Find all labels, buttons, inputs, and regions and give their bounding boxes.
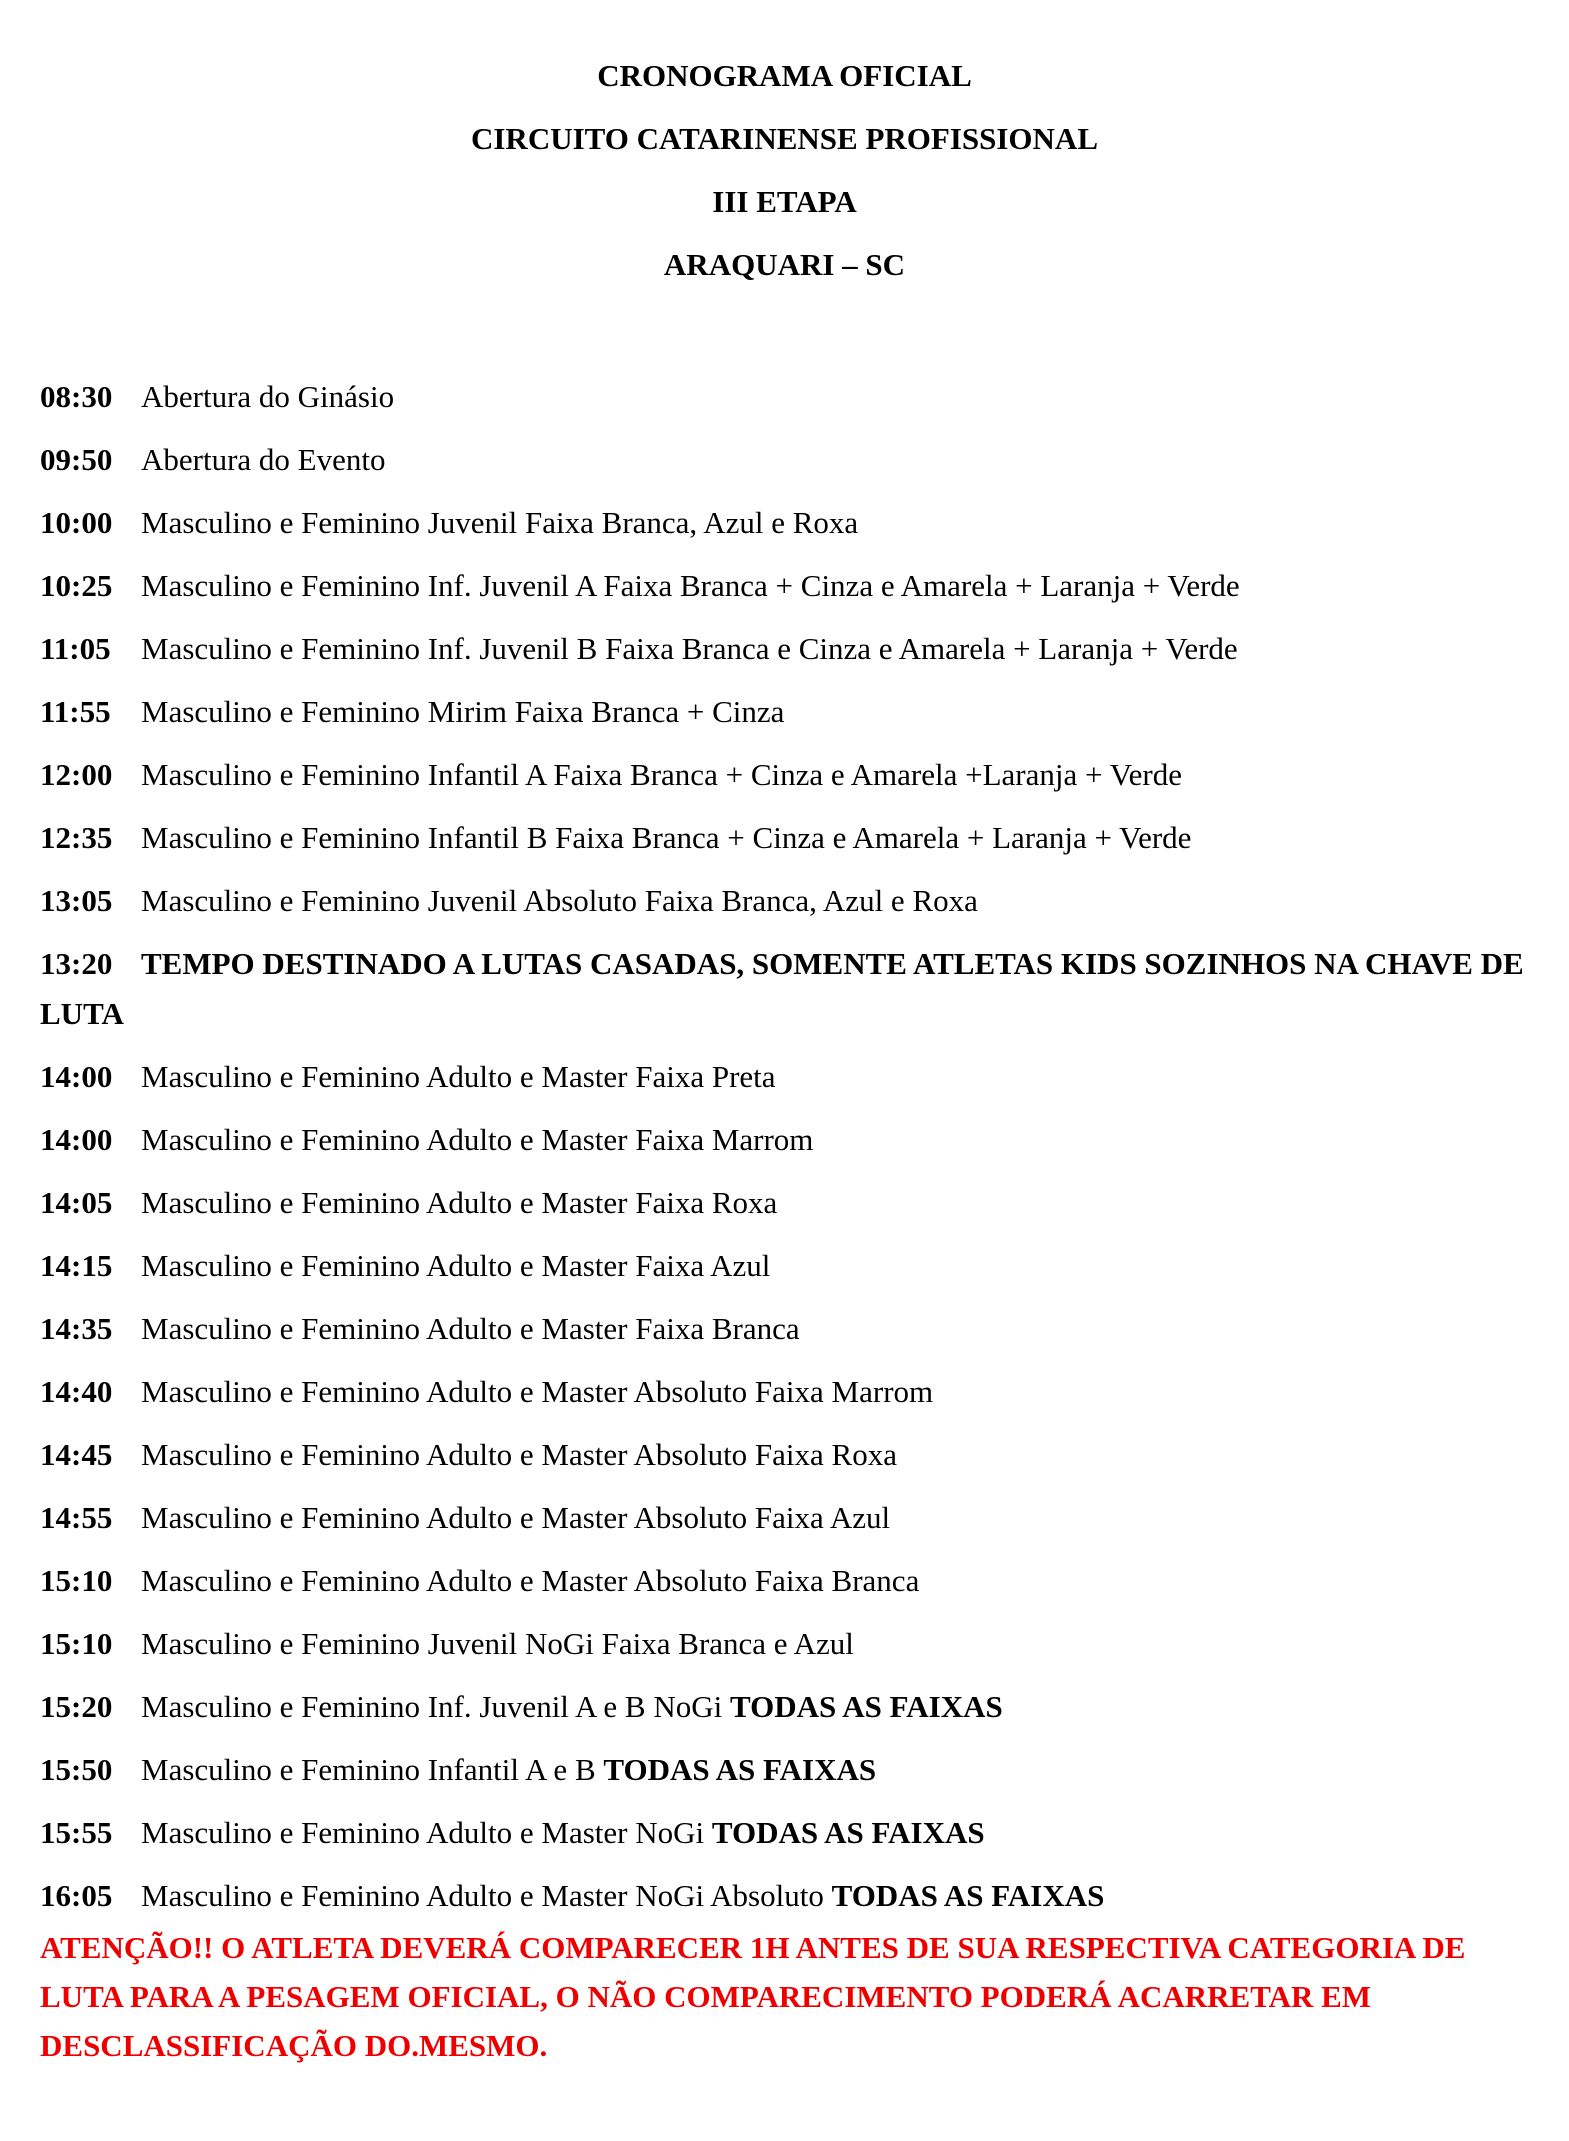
schedule-time: 11:55 [40,694,111,729]
schedule-text: Masculino e Feminino Inf. Juvenil B Faixa Branca e Cinza e Amarela + Laranja + Verde [141,631,1238,666]
schedule-bold-text: TODAS AS FAIXAS [729,1689,1003,1724]
schedule-time: 14:05 [40,1185,113,1220]
schedule-time: 12:00 [40,757,113,792]
schedule-row [40,1304,1540,1367]
schedule-text: Masculino e Feminino Infantil A Faixa Branca + Cinza e Amarela +Laranja + Verde [141,757,1182,792]
schedule-row [40,1493,1540,1556]
schedule-time: 13:05 [40,883,113,918]
doc-location: ARAQUARI – SC [663,247,906,282]
schedule-time: 14:55 [40,1500,113,1535]
schedule-time: 16:05 [40,1878,113,1913]
schedule-time: 14:00 [40,1122,113,1157]
schedule-text: Masculino e Feminino Inf. Juvenil A Faixa Branca + Cinza e Amarela + Laranja + Verde [141,568,1240,603]
schedule-text: Masculino e Feminino Adulto e Master Faixa Roxa [141,1185,778,1220]
schedule-row [40,624,1540,687]
schedule-notice-text: TEMPO DESTINADO A LUTAS CASADAS, SOMENTE ATLETAS KIDS SOZINHOS NA CHAVE DE LUTA [40,946,1524,1031]
schedule-row [40,1241,1540,1304]
schedule-row [40,750,1540,813]
schedule-bold-text: TODAS AS FAIXAS [603,1752,877,1787]
schedule-text: Masculino e Feminino Juvenil Absoluto Faixa Branca, Azul e Roxa [141,883,978,918]
schedule-row [40,1745,1540,1808]
schedule-time: 11:05 [40,631,111,666]
schedule-time: 10:00 [40,505,113,540]
schedule-text: Masculino e Feminino Adulto e Master Faixa Azul [141,1248,771,1283]
schedule-text: Masculino e Feminino Adulto e Master NoGi [141,1815,705,1850]
schedule-row [40,1808,1540,1871]
schedule-text: Masculino e Feminino Adulto e Master Absoluto Faixa Azul [141,1500,891,1535]
warning-notice: ATENÇÃO!! O ATLETA DEVERÁ COMPARECER 1H ANTES DE SUA RESPECTIVA CATEGORIA DE LUTA PARA A PESAGEM OFICIAL, O NÃO COMPARECIMENTO PODERÁ ACARRETAR EM DESCLASSIFICAÇÃO DO.MESMO. [40,1930,1466,2063]
schedule-time: 14:45 [40,1437,113,1472]
schedule-time: 15:10 [40,1626,113,1661]
schedule-text: Abertura do Evento [141,442,386,477]
schedule-text: Masculino e Feminino Adulto e Master Faixa Preta [141,1059,776,1094]
schedule-row [40,687,1540,750]
schedule-time: 08:30 [40,379,113,414]
schedule-text: Masculino e Feminino Adulto e Master Faixa Marrom [141,1122,814,1157]
schedule-row [40,1430,1540,1493]
schedule-row [40,1052,1540,1115]
schedule-time: 14:40 [40,1374,113,1409]
schedule-row [40,372,1540,435]
schedule-text: Abertura do Ginásio [141,379,395,414]
schedule-time: 14:00 [40,1059,113,1094]
schedule-text: Masculino e Feminino Infantil B Faixa Branca + Cinza e Amarela + Laranja + Verde [141,820,1192,855]
schedule-text: Masculino e Feminino Inf. Juvenil A e B NoGi [141,1689,723,1724]
doc-stage: III ETAPA [712,184,857,219]
doc-subtitle: CIRCUITO CATARINENSE PROFISSIONAL [470,121,1098,156]
schedule-text: Masculino e Feminino Adulto e Master Absoluto Faixa Roxa [141,1437,897,1472]
schedule-time: 15:50 [40,1752,113,1787]
schedule-text: Masculino e Feminino Juvenil Faixa Branca, Azul e Roxa [141,505,859,540]
schedule-time: 15:10 [40,1563,113,1598]
schedule-row [40,1178,1540,1241]
schedule-text: Masculino e Feminino Juvenil NoGi Faixa Branca e Azul [141,1626,854,1661]
schedule-list [40,372,1540,1934]
schedule-row [40,1619,1540,1682]
schedule-text: Masculino e Feminino Adulto e Master Faixa Branca [141,1311,800,1346]
schedule-row [40,498,1540,561]
schedule-text: Masculino e Feminino Infantil A e B [141,1752,596,1787]
schedule-row-notice [40,939,1540,1052]
schedule-bold-text: TODAS AS FAIXAS [831,1878,1105,1913]
schedule-row [40,876,1540,939]
schedule-row [40,435,1540,498]
schedule-time: 15:20 [40,1689,113,1724]
schedule-time: 15:55 [40,1815,113,1850]
schedule-text: Masculino e Feminino Adulto e Master Absoluto Faixa Branca [141,1563,920,1598]
schedule-text: Masculino e Feminino Mirim Faixa Branca + Cinza [141,694,785,729]
schedule-row [40,1367,1540,1430]
schedule-row [40,561,1540,624]
schedule-time: 13:20 [40,946,113,981]
schedule-bold-text: TODAS AS FAIXAS [711,1815,985,1850]
schedule-time: 09:50 [40,442,113,477]
schedule-row [40,1115,1540,1178]
schedule-text: Masculino e Feminino Adulto e Master NoGi Absoluto [141,1878,824,1913]
schedule-text: Masculino e Feminino Adulto e Master Absoluto Faixa Marrom [141,1374,934,1409]
schedule-time: 10:25 [40,568,113,603]
schedule-time: 12:35 [40,820,113,855]
doc-title: CRONOGRAMA OFICIAL [597,58,972,93]
schedule-time: 14:15 [40,1248,113,1283]
schedule-time: 14:35 [40,1311,113,1346]
schedule-row [40,1556,1540,1619]
schedule-row [40,813,1540,876]
schedule-row [40,1682,1540,1745]
